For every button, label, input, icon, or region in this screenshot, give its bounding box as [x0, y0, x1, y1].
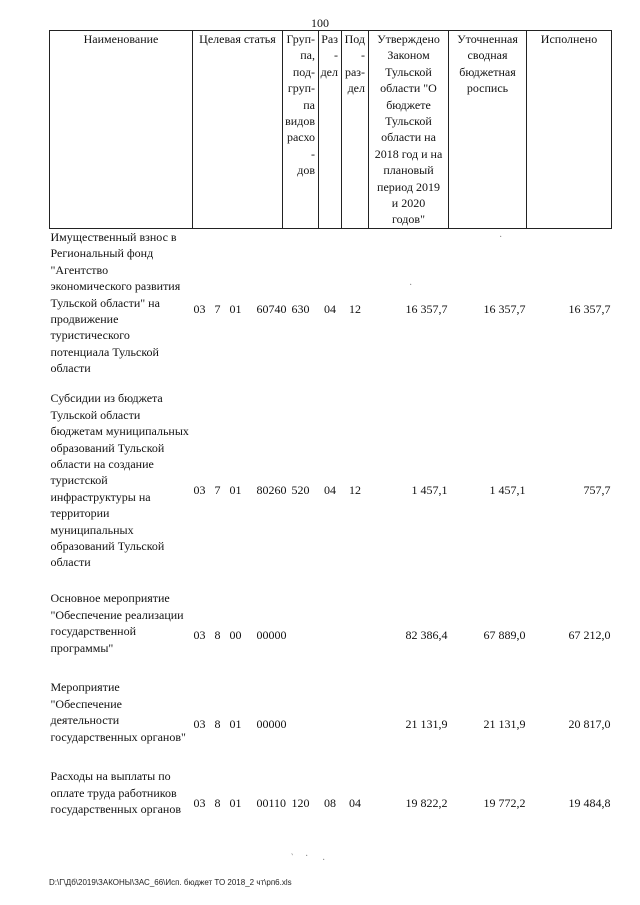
- target-article-part: 8: [214, 627, 221, 642]
- target-article-part: 00000: [256, 716, 287, 731]
- target-article-part: 01: [229, 302, 242, 317]
- target-article-part: 8: [214, 796, 221, 811]
- table-header-row: [50, 31, 612, 229]
- row-subsection: [342, 590, 369, 679]
- header-expense-group: Груп- па, под- груп- па видов расхо- дов: [283, 31, 319, 229]
- row-approved: 16 357,7: [405, 302, 448, 317]
- header-target-article: Целевая статья: [193, 31, 283, 229]
- row-refined: 1 457,1: [489, 483, 526, 498]
- row-subsection: [342, 679, 369, 768]
- header-approved: Утверждено Законом Тульской области "О бюджете Тульской области на 2018 год и на плановый период 2019 и 2020 годов": [369, 31, 449, 229]
- row-target-article: [193, 228, 287, 390]
- header-subsection: Под- раз- дел: [342, 31, 369, 229]
- scan-mark: ‵: [291, 853, 294, 864]
- row-refined: 19 772,2: [483, 796, 526, 811]
- target-article-part: 8: [214, 716, 221, 731]
- target-article-part: 01: [229, 483, 242, 498]
- row-subsection: 12: [349, 302, 361, 317]
- row-name: Субсидии из бюджета Тульской области бюджетам муниципальных образований Тульской области на создание туристской инфраструктуры на территории муниципальных образований Тульской области: [50, 391, 189, 570]
- table-row: [50, 390, 612, 590]
- row-refined: 16 357,7: [483, 302, 526, 317]
- row-approved: 82 386,4: [405, 627, 448, 642]
- target-article-part: 00: [229, 627, 242, 642]
- table-row: [50, 679, 612, 768]
- target-article-part: 03: [193, 716, 206, 731]
- row-approved: 19 822,2: [405, 796, 448, 811]
- target-article-part: 03: [193, 483, 206, 498]
- table-row: [50, 768, 612, 838]
- row-executed: 19 484,8: [568, 796, 611, 811]
- header-refined: Уточненная сводная бюджетная роспись: [449, 31, 527, 229]
- row-expense-group: 630: [291, 302, 310, 317]
- row-name: Мероприятие "Обеспечение деятельности государственных органов": [50, 680, 186, 744]
- row-target-article: [193, 679, 287, 768]
- row-name: Основное мероприятие "Обеспечение реализации государственной программы": [50, 591, 184, 655]
- row-executed: 757,7: [583, 483, 611, 498]
- row-approved: 1 457,1: [411, 483, 448, 498]
- target-article-part: 80260: [256, 483, 287, 498]
- row-subsection: 12: [349, 483, 361, 498]
- scan-mark: ·: [409, 280, 413, 291]
- row-name: Имущественный взнос в Региональный фонд "Агентство экономического развития Тульской области" на продвижение туристического потенциала Тульской области: [50, 229, 181, 376]
- row-expense-group: [283, 679, 319, 768]
- page-number: 100: [311, 16, 329, 30]
- row-target-article: [193, 768, 287, 838]
- header-executed: Исполнено: [527, 31, 612, 229]
- row-approved: 21 131,9: [405, 716, 448, 731]
- row-executed: 67 212,0: [568, 627, 611, 642]
- target-article-part: 7: [214, 483, 221, 498]
- target-article-part: 00110: [256, 796, 287, 811]
- row-section: [319, 590, 342, 679]
- row-refined: 21 131,9: [483, 716, 526, 731]
- row-expense-group: [283, 590, 319, 679]
- row-section: 08: [324, 796, 336, 811]
- row-refined: 67 889,0: [483, 627, 526, 642]
- target-article-part: 60740: [256, 302, 287, 317]
- row-expense-group: 120: [291, 796, 310, 811]
- target-article-part: 03: [193, 627, 206, 642]
- row-section: 04: [324, 483, 336, 498]
- target-article-part: 01: [229, 716, 242, 731]
- scan-mark: ·: [322, 855, 326, 866]
- row-expense-group: 520: [291, 483, 310, 498]
- table-row: [50, 228, 612, 390]
- scan-mark: ·: [305, 851, 309, 862]
- budget-execution-table: [49, 30, 612, 838]
- file-path-footer: D:\Г\Дб\2019\ЗАКОНЫ\ЗАС_66\Исп. бюджет ТО 2018_2 чт\рп6.xls: [49, 878, 292, 887]
- target-article-part: 7: [214, 302, 221, 317]
- target-article-part: 00000: [256, 627, 287, 642]
- row-subsection: 04: [349, 796, 361, 811]
- header-name: Наименование: [50, 31, 193, 229]
- header-section: Раз- дел: [319, 31, 342, 229]
- row-name: Расходы на выплаты по оплате труда работников государственных органов: [50, 769, 181, 817]
- target-article-part: 01: [229, 796, 242, 811]
- row-executed: 20 817,0: [568, 716, 611, 731]
- table-row: [50, 590, 612, 679]
- row-section: 04: [324, 302, 336, 317]
- row-executed: 16 357,7: [568, 302, 611, 317]
- row-target-article: [193, 390, 287, 590]
- target-article-part: 03: [193, 796, 206, 811]
- target-article-part: 03: [193, 302, 206, 317]
- scan-mark: ·: [499, 232, 503, 243]
- row-target-article: [193, 590, 287, 679]
- row-section: [319, 679, 342, 768]
